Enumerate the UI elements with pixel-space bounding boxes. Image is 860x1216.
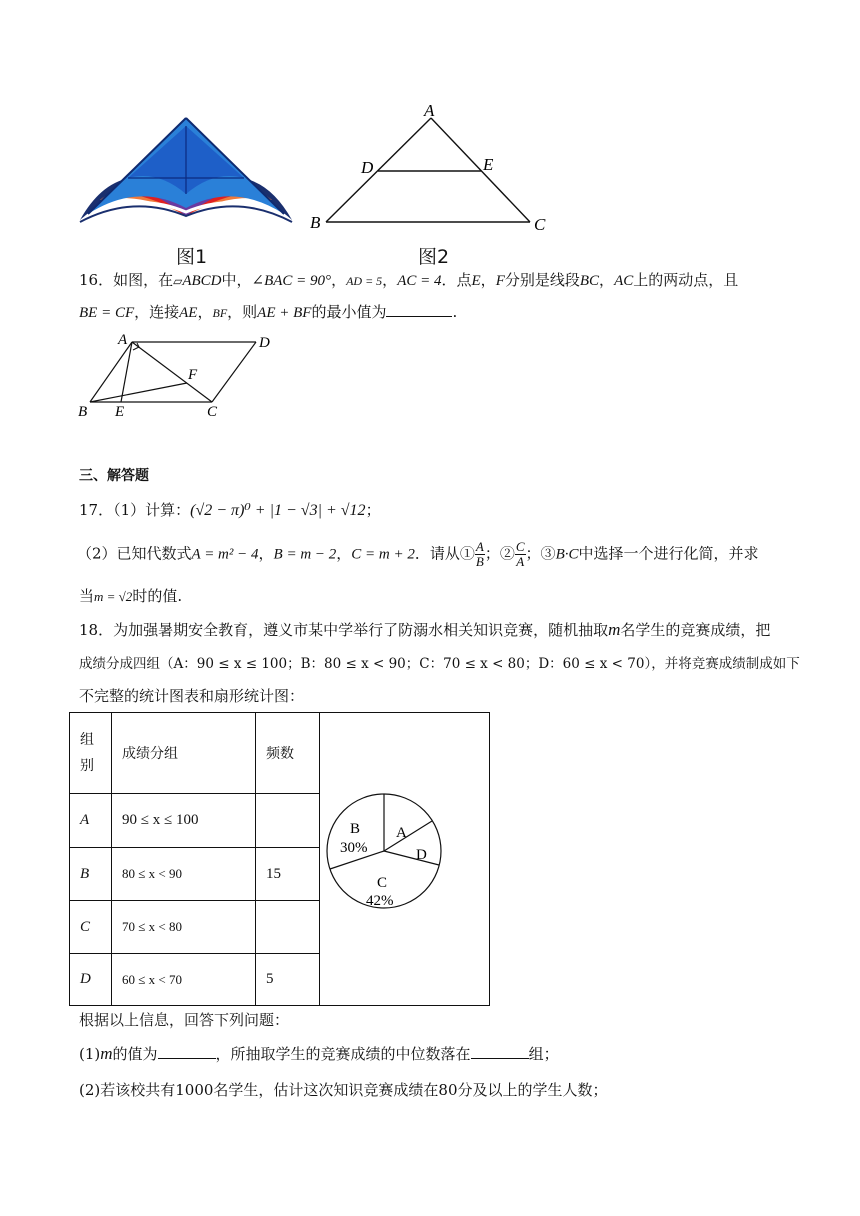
q16-answer-blank[interactable] bbox=[386, 302, 452, 317]
q17-part1: 17．（1）计算：(√2 − π)⁰ + |1 − √3| + √12； bbox=[79, 501, 381, 519]
figure-1-caption: 图1 bbox=[176, 246, 208, 268]
pie-label-C-pct: 42% bbox=[366, 893, 394, 909]
pie-label-B-pct: 30% bbox=[340, 840, 368, 856]
q16-line2: BE = CF，连接AE，BF，则AE + BF的最小值为 . bbox=[79, 303, 458, 321]
fraction-a-over-b: $\frac{A}{B}$ bbox=[475, 539, 484, 569]
q17-part2-line2: 当m = √2时的值. bbox=[79, 587, 183, 605]
figure-2-caption: 图2 bbox=[418, 246, 450, 268]
table-row: B 80 ≤ x < 90 15 bbox=[70, 848, 490, 901]
kite-figure bbox=[78, 112, 294, 228]
triangle-figure bbox=[306, 100, 556, 236]
frequency-table bbox=[69, 712, 490, 1006]
pie-label-A: A bbox=[396, 825, 407, 841]
header-range: 成绩分组 bbox=[112, 713, 256, 794]
pg-label-F: F bbox=[188, 367, 198, 383]
table-row: D 60 ≤ x < 70 5 bbox=[70, 954, 490, 1006]
pg-label-D: D bbox=[259, 335, 270, 351]
pie-chart bbox=[320, 713, 489, 1001]
q17-part2: （2）已知代数式A = m² − 4，B = m − 2，C = m + 2．请从① $\frac{A}{B}$ ；② $\frac{C}{A}$ ；③B·C中选择一个进行化简，并求 bbox=[77, 539, 759, 569]
pg-label-E: E bbox=[115, 404, 125, 420]
table-row: A 90 ≤ x ≤ 100 bbox=[70, 794, 490, 848]
pie-label-D: D bbox=[416, 847, 427, 863]
pg-label-B: B bbox=[78, 404, 88, 420]
table-row: C 70 ≤ x < 80 bbox=[70, 901, 490, 954]
q18-sub2: (2)若该校共有1000名学生，估计这次知识竞赛成绩在80分及以上的学生人数； bbox=[79, 1081, 608, 1099]
q18-median-blank[interactable] bbox=[471, 1044, 529, 1059]
q18-m-blank[interactable] bbox=[158, 1044, 216, 1059]
q18-after: 根据以上信息，回答下列问题： bbox=[79, 1011, 290, 1029]
q18-sub1: (1)m的值为 ，所抽取学生的竞赛成绩的中位数落在 组； bbox=[79, 1044, 559, 1063]
q16-line1: 16．如图，在▱ABCD中，∠BAC = 90°，AD = 5，AC = 4．点E，F分别是线段BC，AC上的两动点，且 bbox=[79, 271, 739, 289]
header-freq: 频数 bbox=[256, 713, 320, 794]
header-group: 组别 bbox=[70, 713, 112, 794]
pg-label-C: C bbox=[207, 404, 218, 420]
label-E: E bbox=[483, 155, 494, 174]
pg-label-A: A bbox=[118, 332, 128, 348]
q18-line1: 18．为加强暑期安全教育，遵义市某中学举行了防溺水相关知识竞赛，随机抽取m名学生的竞赛成绩，把 bbox=[79, 620, 771, 639]
label-A: A bbox=[424, 101, 435, 120]
fraction-c-over-a: $\frac{C}{A}$ bbox=[515, 539, 525, 569]
pie-label-C: C bbox=[377, 875, 388, 891]
q18-line2: 成绩分成四组（A：90 ≤ x ≤ 100；B：80 ≤ x < 90；C：70 ≤ x < 80；D：60 ≤ x < 70），并将竞赛成绩制成如下 bbox=[79, 656, 800, 672]
pie-cell bbox=[320, 713, 490, 1006]
label-B: B bbox=[310, 213, 321, 232]
parallelogram-figure bbox=[76, 330, 286, 422]
q18-line3: 不完整的统计图表和扇形统计图： bbox=[79, 687, 305, 705]
pie-label-B: B bbox=[350, 821, 361, 837]
label-C: C bbox=[534, 215, 546, 234]
section-heading: 三、解答题 bbox=[79, 468, 149, 484]
label-D: D bbox=[361, 158, 374, 177]
